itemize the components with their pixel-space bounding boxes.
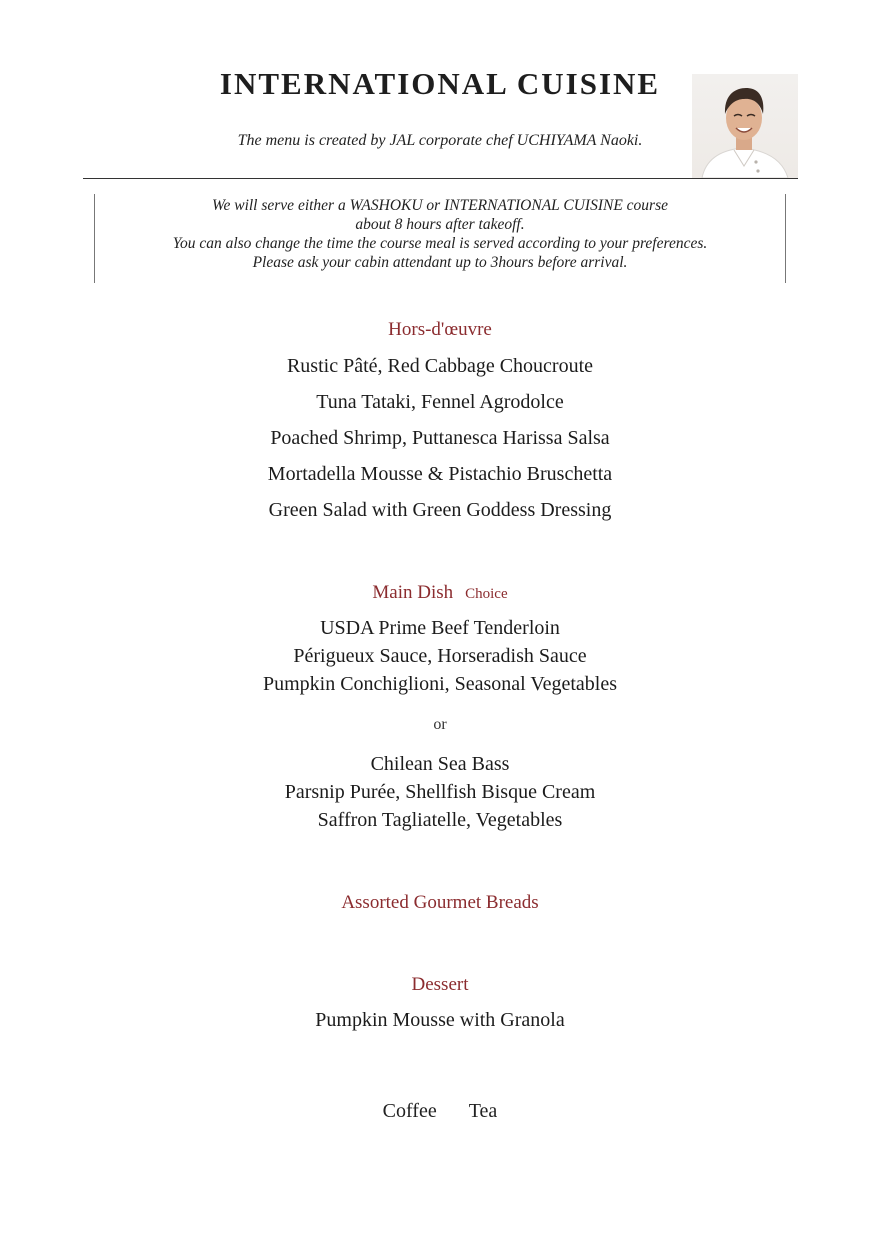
page-title: INTERNATIONAL CUISINE (219, 66, 661, 101)
menu-item: Poached Shrimp, Puttanesca Harissa Salsa (270, 427, 610, 449)
menu-item: Périgueux Sauce, Horseradish Sauce (293, 645, 587, 667)
menu-item: Pumpkin Mousse with Granola (315, 1009, 565, 1031)
hors-doeuvre-heading: Hors-d'œuvre (388, 319, 492, 340)
notice-line: Please ask your cabin attendant up to 3hours before arrival. (252, 254, 628, 271)
menu-item: Parsnip Purée, Shellfish Bisque Cream (284, 781, 596, 803)
menu-item: Chilean Sea Bass (370, 753, 510, 775)
coffee-label: Coffee (382, 1100, 437, 1122)
drinks-line (0, 1100, 878, 1123)
notice-line: You can also change the time the course meal is served according to your preferences. (172, 235, 708, 252)
menu-item: Pumpkin Conchiglioni, Seasonal Vegetables (262, 673, 618, 695)
dessert-heading: Dessert (411, 974, 469, 995)
header-divider (83, 178, 798, 179)
breads-heading: Assorted Gourmet Breads (341, 892, 539, 913)
chef-credit: The menu is created by JAL corporate chef UCHIYAMA Naoki. (237, 132, 643, 149)
menu-item: Mortadella Mousse & Pistachio Bruschetta (267, 463, 613, 485)
menu-item: USDA Prime Beef Tenderloin (320, 617, 560, 639)
choice-label: Choice (465, 586, 508, 602)
tea-label: Tea (468, 1100, 498, 1122)
menu-item: Tuna Tataki, Fennel Agrodolce (316, 391, 564, 413)
notice-line: We will serve either a WASHOKU or INTERNATIONAL CUISINE course (211, 197, 668, 214)
chef-photo (692, 74, 798, 178)
main-dish-heading (0, 582, 878, 604)
main-dish-title: Main Dish (372, 582, 454, 603)
menu-item: Saffron Tagliatelle, Vegetables (317, 809, 563, 831)
notice-line: about 8 hours after takeoff. (355, 216, 525, 233)
menu-item: Green Salad with Green Goddess Dressing (268, 499, 612, 521)
menu-item: Rustic Pâté, Red Cabbage Choucroute (286, 355, 594, 377)
or-separator: or (433, 716, 447, 733)
service-notice (94, 194, 786, 283)
